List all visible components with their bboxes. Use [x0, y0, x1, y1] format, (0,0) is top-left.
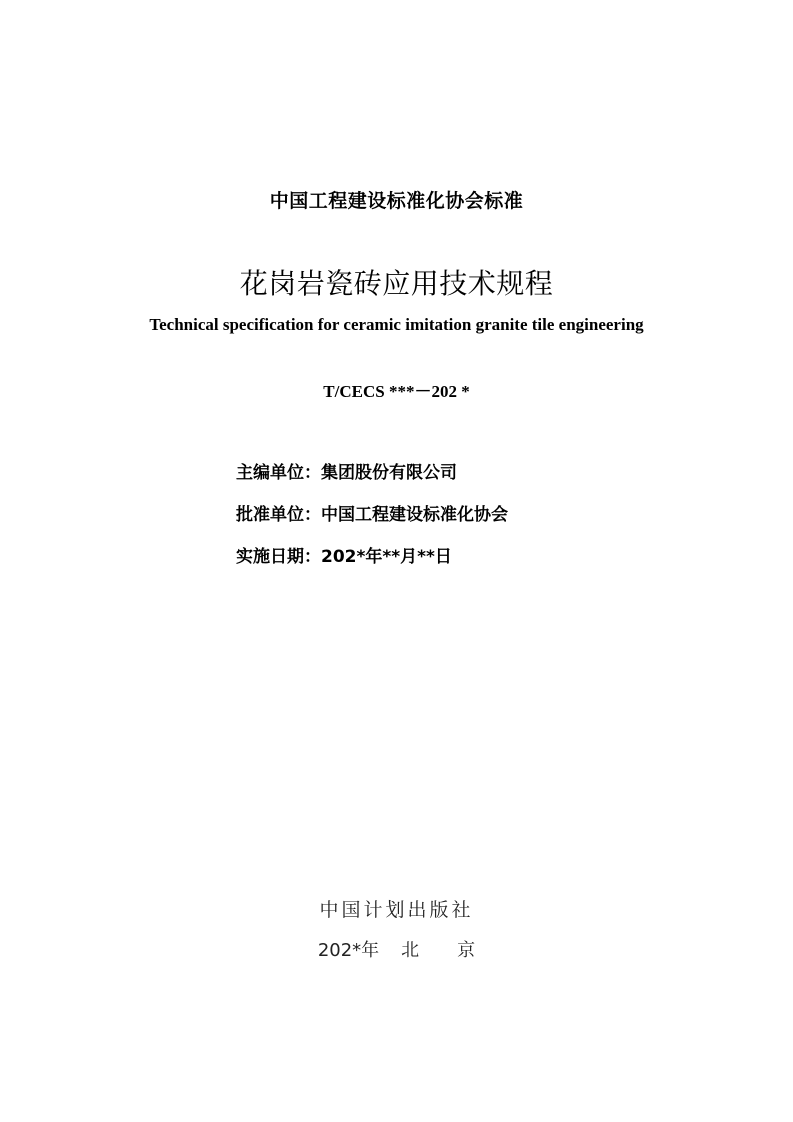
- approver-value: 中国工程建设标准化协会: [321, 505, 508, 525]
- standard-series-title: 中国工程建设标准化协会标准: [269, 190, 524, 212]
- publication-city-char-1: 北: [401, 940, 420, 961]
- publication-year: 202*年: [317, 940, 380, 961]
- publication-city-char-2: 京: [457, 940, 476, 961]
- approver-label: 批准单位：: [236, 505, 321, 525]
- chief-editor-value: 集团股份有限公司: [321, 463, 457, 483]
- english-title: Technical specification for ceramic imitation granite tile engineering: [149, 315, 644, 334]
- document-title: 花岗岩瓷砖应用技术规程: [239, 267, 554, 300]
- chief-editor-label: 主编单位：: [236, 463, 321, 483]
- effective-date-line: [236, 542, 452, 567]
- effective-date-value: 202*年**月**日: [321, 547, 452, 567]
- publication-line: [0, 936, 793, 962]
- publisher-name: 中国计划出版社: [319, 899, 474, 921]
- effective-date-label: 实施日期：: [236, 547, 321, 567]
- standard-number: T/CECS ***－202 *: [323, 382, 470, 401]
- approver-line: [236, 500, 508, 525]
- chief-editor-line: [236, 458, 457, 483]
